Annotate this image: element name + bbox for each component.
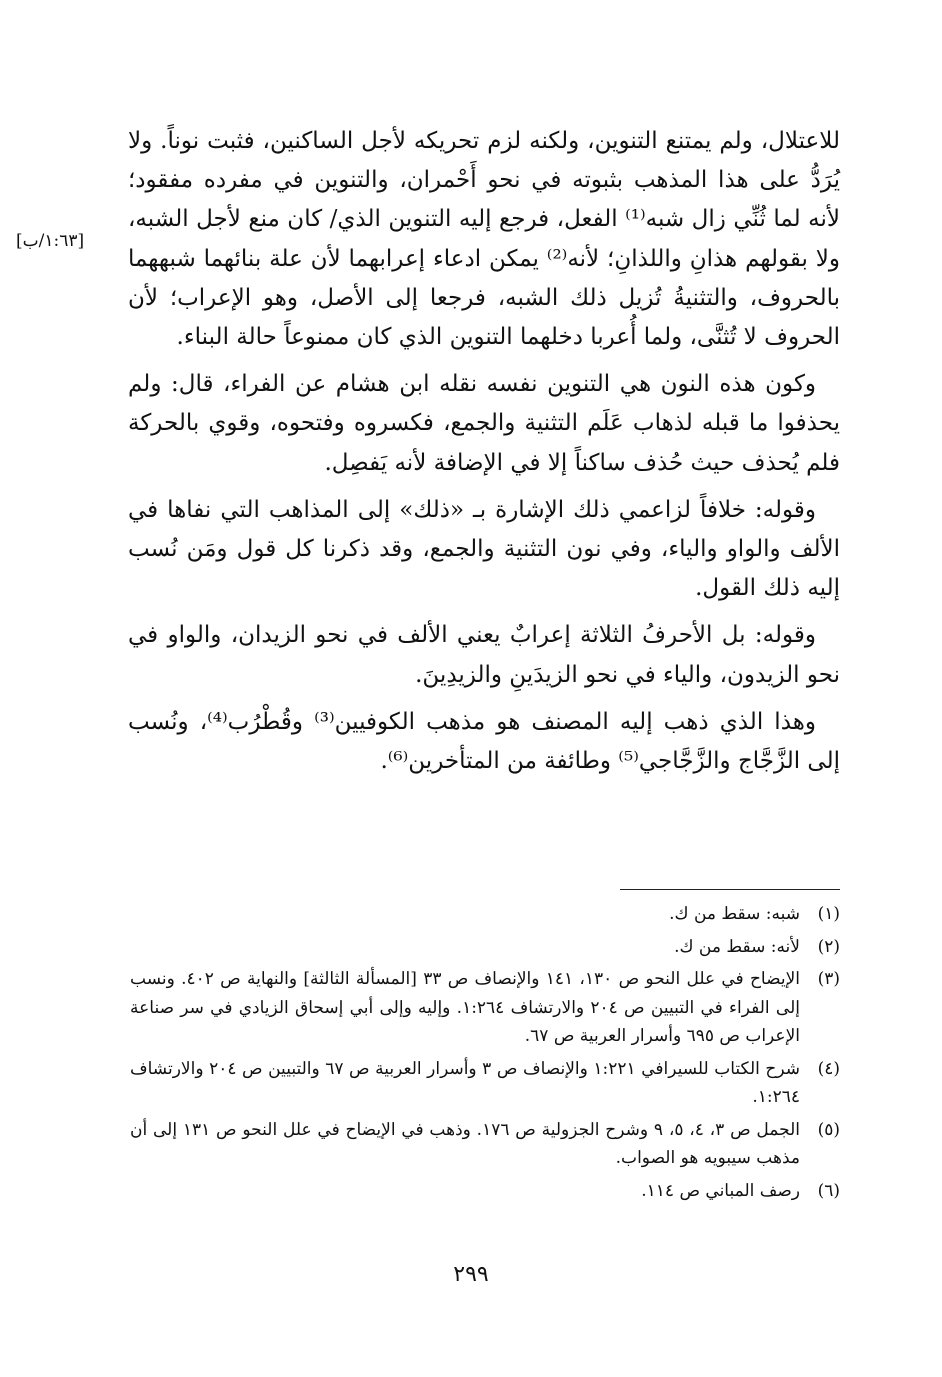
footnote-number: (٤) <box>817 1058 840 1079</box>
footnotes <box>130 900 840 1209</box>
footnote-text: الجمل ص ٣، ٤، ٥، ٩ وشرح الجزولية ص ١٧٦. وذهب في الإيضاح في علل النحو ص ١٣١ إلى أن مذهب سيبويه هو الصواب. <box>130 1119 801 1168</box>
footnote-5 <box>130 1116 840 1173</box>
footnote-3 <box>130 965 840 1051</box>
footnote-number: (١) <box>817 904 840 924</box>
footnote-text: الإيضاح في علل النحو ص ١٣٠، ١٤١ والإنصاف ص ٣٣ [المسألة الثالثة] والنهاية ص ٤٠٢. ونسب إلى الفراء في التبيين ص ٢٠٤ والارتشاف ١:٢٦٤. وإليه وإلى أبي إسحاق الزيادي في سر صناعة الإعراب ص ٦٩٥ وأسرار العربية ص ٦٧. <box>130 969 801 1046</box>
footnote-number: (٣) <box>817 969 840 989</box>
footnote-number: (٢) <box>817 936 840 957</box>
paragraph-4: وقوله: بل الأحرفُ الثلاثة إعرابٌ يعني الألف في نحو الزيدان، والواو في نحو الزيدون، والياء في نحو الزيدَينِ والزيدِينَ. <box>128 622 840 688</box>
main-text <box>128 122 840 789</box>
paragraph-2: وكون هذه النون هي التنوين نفسه نقله ابن هشام عن الفراء، قال: ولم يحذفوا ما قبله لذهاب عَلَم التثنية والجمع، فكسروه وفتحوه، وقوي بالحركة فلم يُحذف حيث حُذف ساكناً إلا في الإضافة لأنه يَفصِل. <box>128 371 840 476</box>
footnote-2 <box>130 933 840 962</box>
paragraph-5: وهذا الذي ذهب إليه المصنف هو مذهب الكوفيين⁽³⁾ وقُطْرُب⁽⁴⁾، ونُسب إلى الزَّجَّاج والزَّجَّاجي⁽⁵⁾ وطائفة من المتأخرين⁽⁶⁾. <box>128 708 840 775</box>
footnote-divider <box>620 889 840 890</box>
paragraph-1: للاعتلال، ولم يمتنع التنوين، ولكنه لزم تحريكه لأجل الساكنين، فثبت نوناً. ولا يُرَدُّ على هذا المذهب بثبوته في نحو أَحْمران، والتنوين في مفرده مفقود؛ لأنه لما ثُنِّي زال شبه⁽¹⁾ الفعل، فرجع إليه التنوين الذي/ كان منع لأجل الشبه، ولا بقولهم هذانِ واللذانِ؛ لأنه⁽²⁾ يمكن ادعاء إعرابهما لأن علة بنائهما شبههما بالحروف، والتثنيةُ تُزيل ذلك الشبه، فرجعا إلى الأصل، وهو الإعراب؛ لأن الحروف لا تُثنَّى، ولما أُعربا دخلهما التنوين الذي كان ممنوعاً حالة البناء. <box>128 128 841 351</box>
footnote-text: شرح الكتاب للسيرافي ١:٢٢١ والإنصاف ص ٣ وأسرار العربية ص ٦٧ والتبيين ص ٢٠٤ والارتشاف ١:٢٦٤. <box>130 1058 800 1107</box>
footnote-text: شبه: سقط من ك. <box>669 904 800 924</box>
manuscript-folio-note: [١:٦٣/ب] <box>16 231 85 251</box>
footnote-number: (٥) <box>817 1119 840 1140</box>
footnote-1 <box>130 900 840 929</box>
footnote-4 <box>130 1055 840 1112</box>
footnote-text: رصف المباني ص ١١٤. <box>641 1180 800 1201</box>
footnote-text: لأنه: سقط من ك. <box>674 936 800 957</box>
footnote-6 <box>130 1177 840 1206</box>
footnote-number: (٦) <box>817 1180 840 1201</box>
page-number: ٢٩٩ <box>453 1262 489 1287</box>
paragraph-3: وقوله: خلافاً لزاعمي ذلك الإشارة بـ «ذلك» إلى المذاهب التي نفاها في الألف والواو والياء، وفي نون التثنية والجمع، وقد ذكرنا كل قول ومَن نُسب إليه ذلك القول. <box>128 496 840 602</box>
